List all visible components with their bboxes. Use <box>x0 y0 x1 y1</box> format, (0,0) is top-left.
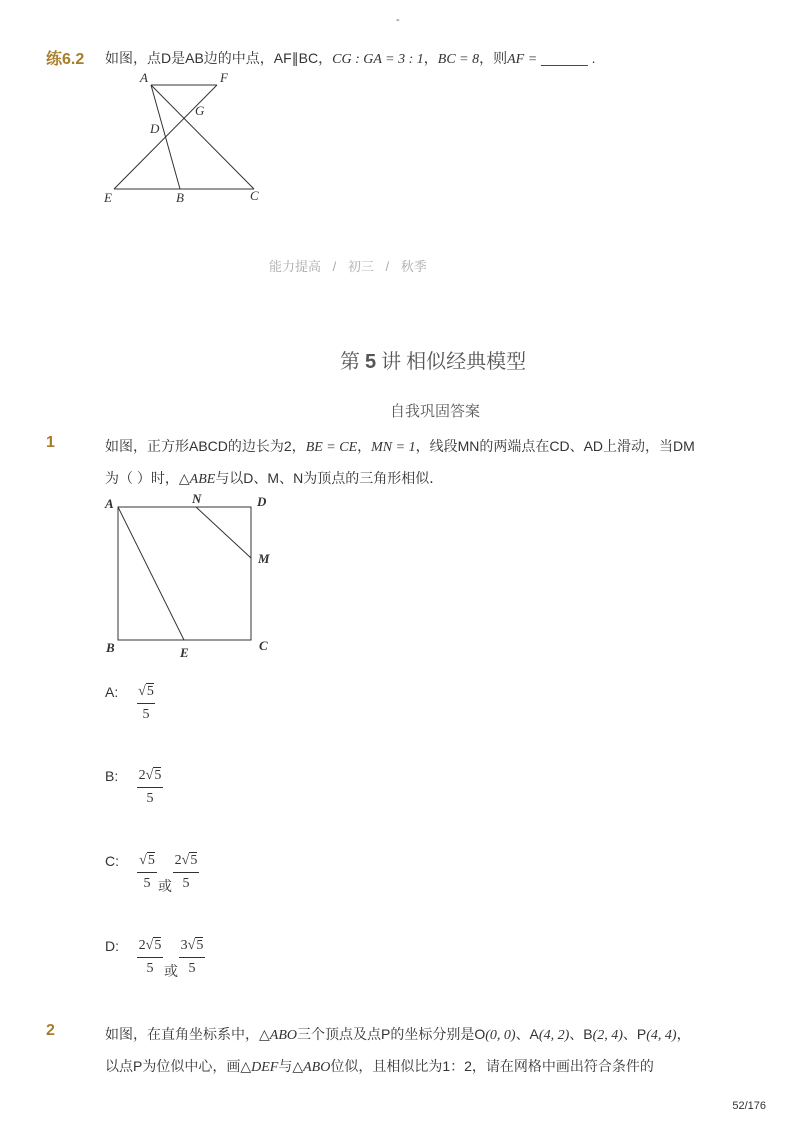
lecture-prefix: 第 <box>340 351 360 373</box>
q2-line-1 <box>105 1024 691 1044</box>
sq-label-a: A <box>105 496 114 511</box>
q1-line-2 <box>105 468 443 488</box>
q2-text-f: ， <box>676 1026 691 1042</box>
label-e: E <box>104 190 112 205</box>
q2-coord-b: (2, 4) <box>592 1028 623 1043</box>
option-d-fraction-2: 3√5 5 <box>180 938 204 976</box>
ex-text-end: . <box>587 50 596 66</box>
option-b-label[interactable]: B: <box>105 768 119 784</box>
sq-label-b: B <box>106 640 115 655</box>
option-c-fraction-2: 2√5 5 <box>174 853 198 891</box>
option-d-fraction-1: 2√5 5 <box>138 938 162 976</box>
q1-math-be-ce: BE = CE <box>305 440 358 455</box>
label-g: G <box>195 103 205 118</box>
sq-label-n: N <box>192 491 202 506</box>
ex-text-c: ，则 <box>479 50 508 66</box>
band-season: 秋季 <box>400 259 427 274</box>
q2-math-abo-2: ABO <box>303 1060 331 1075</box>
ex-math-cg-ga: CG : GA = 3 : 1 <box>332 52 424 67</box>
q2-text-i: 位似，且相似比为1：2，请在网格中画出符合条件的 <box>330 1058 654 1074</box>
option-a-fraction: √5 5 <box>138 684 154 722</box>
q2-coord-a: (4, 2) <box>538 1028 570 1043</box>
option-c-fraction-1: √5 5 <box>137 850 157 895</box>
q2-text-b: 三个顶点及点P的坐标分别是O <box>297 1026 486 1042</box>
label-a: A <box>140 70 148 85</box>
question-2-number: 2 <box>46 1022 55 1039</box>
q2-line-2 <box>105 1056 654 1076</box>
label-f: F <box>220 70 228 85</box>
sq-label-e: E <box>180 645 189 660</box>
q2-text-c: 、A <box>515 1026 539 1042</box>
q1-text-c: ，线段MN的两端点在CD、AD上滑动，当DM <box>415 438 695 454</box>
q1-math-abe: ABE <box>189 472 216 487</box>
q1-text-d: 为（ ）时，△ <box>105 470 190 486</box>
option-d-label[interactable]: D: <box>105 938 119 954</box>
q2-text-d: 、B <box>569 1026 593 1042</box>
exercise-number: 练6.2 <box>46 51 85 68</box>
label-b: B <box>176 190 184 205</box>
q2-text-g: 以点P为位似中心，画△ <box>105 1058 252 1074</box>
option-c-or: 或 <box>158 878 172 894</box>
q1-text-b: ， <box>357 438 372 454</box>
answer-blank: ______ <box>541 50 588 66</box>
question-1-number: 1 <box>46 434 55 451</box>
option-d-or: 或 <box>164 963 178 979</box>
section-title: 自我巩固答案 <box>390 404 481 420</box>
q1-math-mn: MN = 1 <box>371 440 416 455</box>
lecture-title <box>340 345 526 374</box>
sq-label-c: C <box>259 638 268 653</box>
band-grade: 初三 <box>347 259 374 274</box>
q2-text-e: 、P <box>622 1026 647 1042</box>
band-level: 能力提高 <box>269 259 322 274</box>
segment-nm <box>196 507 251 558</box>
segment-fe <box>114 85 217 189</box>
q1-line-1 <box>105 436 695 456</box>
band-sep-2: / <box>385 259 390 274</box>
ex-math-bc: BC = 8 <box>437 52 480 67</box>
q2-text-h: 与△ <box>278 1058 304 1074</box>
sq-label-m: M <box>258 551 270 566</box>
figure-square-abcd <box>100 490 280 660</box>
band-sep-1: / <box>332 259 337 274</box>
course-band <box>269 256 427 275</box>
figure-triangle-geometry <box>100 68 270 208</box>
q2-coord-o: (0, 0) <box>485 1028 516 1043</box>
lecture-name: 讲 相似经典模型 <box>381 351 527 373</box>
q2-math-abo: ABO <box>269 1028 297 1043</box>
ex-math-af: AF = <box>507 52 538 67</box>
ex-text-b: ， <box>423 50 438 66</box>
segment-ae <box>118 507 184 640</box>
page-number: 52/176 <box>732 1100 766 1112</box>
q2-math-def: DEF <box>251 1060 279 1075</box>
q2-coord-p: (4, 4) <box>646 1028 677 1043</box>
option-b-fraction: 2√5 5 <box>138 768 162 806</box>
page-marker: - <box>396 14 400 26</box>
q1-text-e: 与以D、M、N为顶点的三角形相似． <box>215 470 444 486</box>
ex-text-a: 如图，点D是AB边的中点，AF∥BC， <box>105 50 333 66</box>
q1-text-a: 如图，正方形ABCD的边长为2， <box>105 438 306 454</box>
sq-label-d: D <box>257 494 267 509</box>
lecture-number: 5 <box>365 351 377 373</box>
q2-text-a: 如图，在直角坐标系中，△ <box>105 1026 270 1042</box>
label-d: D <box>150 121 160 136</box>
segment-ac <box>151 85 254 189</box>
option-c-label[interactable]: C: <box>105 853 119 869</box>
option-a-label[interactable]: A: <box>105 684 119 700</box>
exercise-text <box>105 48 596 68</box>
square-outline <box>118 507 251 640</box>
label-c: C <box>250 188 259 203</box>
